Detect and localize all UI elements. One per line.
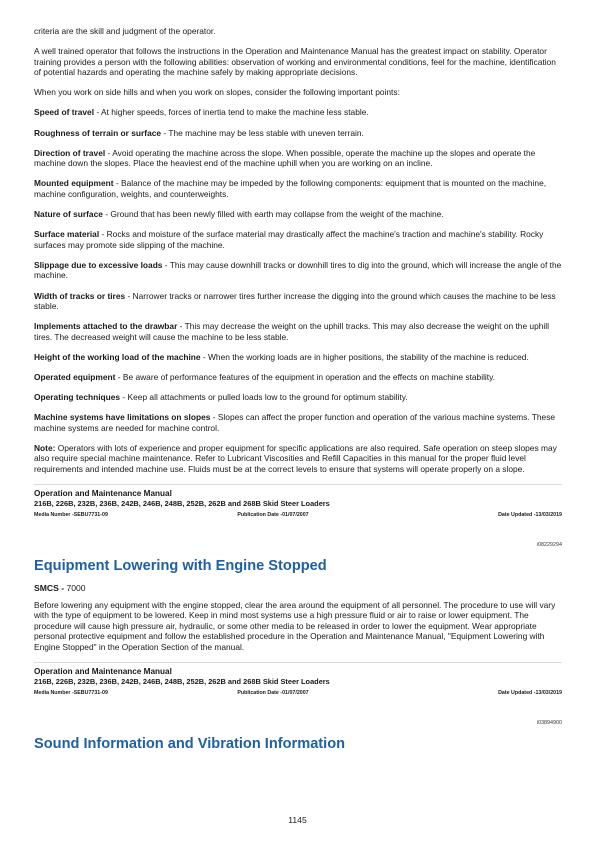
point-surface-material: Surface material - Rocks and moisture of the surface material may drastically affect the machine's traction and machine's stability. Rocky surfaces may promote side slipping of the machine. xyxy=(34,229,544,250)
point-roughness: Roughness of terrain or surface - The machine may be less stable with uneven terrain. xyxy=(34,127,364,138)
footer-meta xyxy=(34,690,562,696)
document-page xyxy=(34,26,562,761)
document-footer xyxy=(34,662,562,696)
point-mounted-equipment: Mounted equipment - Balance of the machine may be impeded by the following components: equipment that is mounted on the machine, machine configuration, weights, and counterweights. xyxy=(34,178,547,199)
point-height-of-load: Height of the working load of the machine - When the working loads are in higher positions, the stability of the machine is reduced. xyxy=(34,351,529,362)
section-title: Sound Information and Vibration Information xyxy=(34,735,346,752)
note-paragraph: Note: Operators with lots of experience and proper equipment for specific applications are also required. Safe operation on steep slopes may also require special machine maintenance. Refer to Lubricant Viscosities and Refill Capacities in this manual for the proper fluid level requirements and intended machine use. Fluids must be at the correct levels to ensure that systems will operate properly on a slope. xyxy=(34,442,557,475)
intro-paragraph: criteria are the skill and judgment of the operator. xyxy=(34,26,216,36)
date-updated: Date Updated -13/03/2019 xyxy=(498,511,562,518)
point-implements-drawbar: Implements attached to the drawbar - This may decrease the weight on the uphill tracks. This may also decrease the weight on the uphill tires. The decreased weight will cause the machine to be less stable. xyxy=(34,321,549,342)
point-nature-of-surface: Nature of surface - Ground that has been newly filled with earth may collapse from the weight of the machine. xyxy=(34,209,444,220)
intro-paragraph: A well trained operator that follows the instructions in the Operation and Maintenance Manual has the greatest impact on stability. Operator training provides a person with the following abilities: observation of working and environmental conditions, feel for the machine, identification of potential hazards and operating the machine safely by making appropriate decisions. xyxy=(34,46,556,78)
point-width-of-tracks: Width of tracks or tires - Narrower tracks or narrower tires further increase the digging into the ground which causes the machine to be less stable. xyxy=(34,290,556,312)
point-machine-systems: Machine systems have limitations on slopes - Slopes can affect the proper function and operation of the various machine systems. These machine systems are needed for machine control. xyxy=(34,412,556,433)
section-title: Equipment Lowering with Engine Stopped xyxy=(34,557,327,574)
footer-meta xyxy=(34,512,562,518)
point-operating-techniques: Operating techniques - Keep all attachments or pulled loads low to the ground for optimum stability. xyxy=(34,392,408,403)
section-reference-id: i03894900 xyxy=(536,719,562,726)
publication-date: Publication Date -01/07/2007 xyxy=(237,511,309,518)
footer-models: 216B, 226B, 232B, 236B, 242B, 246B, 248B, 252B, 262B and 268B Skid Steer Loaders xyxy=(34,499,330,509)
document-footer xyxy=(34,484,562,518)
point-slippage: Slippage due to excessive loads - This may cause downhill tracks or downhill tires to dig into the ground, which will increase the angle of the machine. xyxy=(34,259,562,281)
publication-date: Publication Date -01/07/2007 xyxy=(237,689,309,696)
date-updated: Date Updated -13/03/2019 xyxy=(498,689,562,696)
media-number: Media Number -SEBU7731-09 xyxy=(34,689,108,696)
footer-manual-title: Operation and Maintenance Manual xyxy=(34,667,172,677)
footer-manual-title: Operation and Maintenance Manual xyxy=(34,489,172,499)
footer-models: 216B, 226B, 232B, 236B, 242B, 246B, 248B, 252B, 262B and 268B Skid Steer Loaders xyxy=(34,677,330,687)
section-reference-id: i08229294 xyxy=(536,541,562,548)
intro-paragraph: When you work on side hills and when you work on slopes, consider the following important points: xyxy=(34,87,400,98)
point-operated-equipment: Operated equipment - Be aware of performance features of the equipment in operation and the effects on machine stability. xyxy=(34,371,496,382)
point-speed-of-travel: Speed of travel - At higher speeds, forces of inertia tend to make the machine less stable. xyxy=(34,107,369,118)
point-direction-of-travel: Direction of travel - Avoid operating the machine across the slope. When possible, operate the machine up the slopes and operate the machine down the slopes. Place the heaviest end of the machine uphill when you are working on an incline. xyxy=(34,147,536,169)
media-number: Media Number -SEBU7731-09 xyxy=(34,511,108,518)
page-number: 1145 xyxy=(288,815,307,825)
smcs-code: SMCS - 7000 xyxy=(34,582,86,593)
section-body: Before lowering any equipment with the engine stopped, clear the area around the equipment of all personnel. The procedure to use will vary with the type of equipment to be lowered. Keep in mind most systems use a high pressure fluid or air to raise or lower equipment. The procedure will cause high pressure air, hydraulic, or some other media to be released in order to lower the equipment. Wear appropriate personal protective equipment and follow the established procedure in the Operation and Maintenance Manual, "Equipment Lowering with Engine Stopped" in the Operation Section of the manual. xyxy=(34,599,556,652)
